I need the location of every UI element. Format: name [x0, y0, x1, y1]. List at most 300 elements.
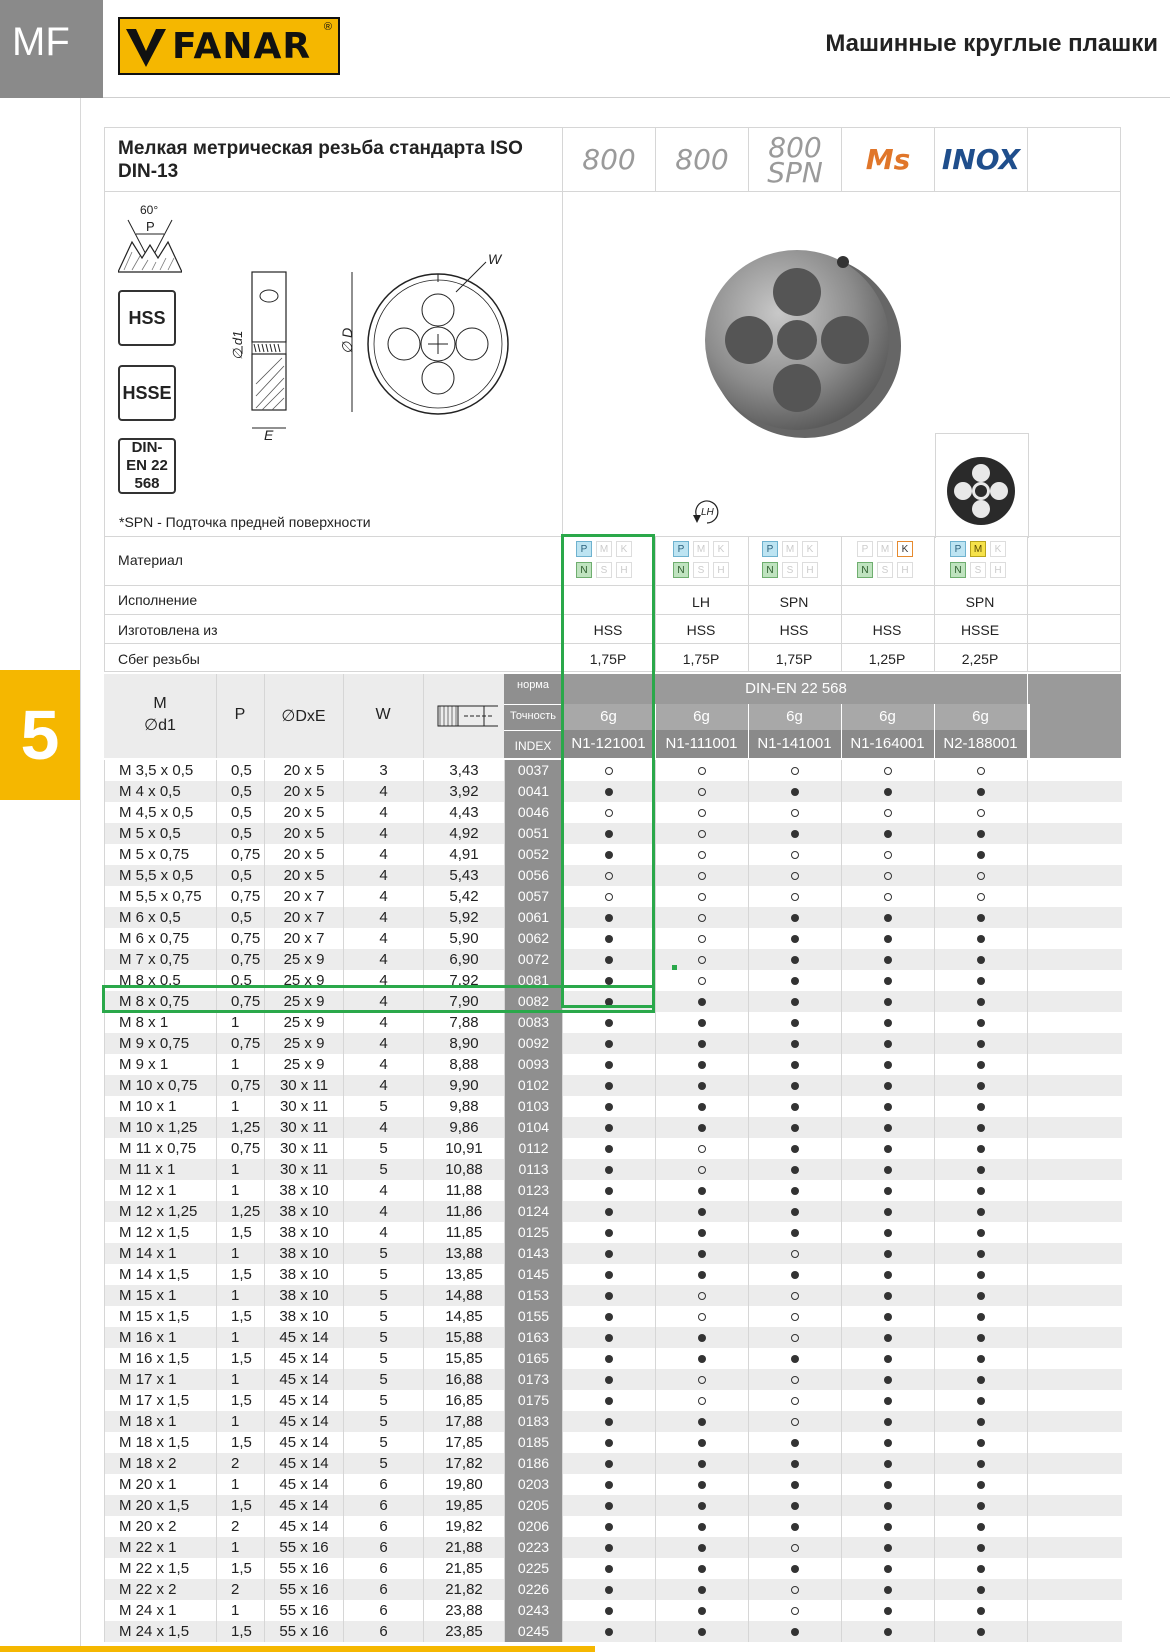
availability-cell [842, 1411, 935, 1432]
in-stock-dot [977, 1040, 985, 1048]
in-stock-dot [884, 1523, 892, 1531]
availability-cell [935, 1306, 1028, 1327]
pitch: 1,5 [217, 1348, 265, 1369]
availability-cell [749, 1348, 842, 1369]
table-row[interactable] [105, 1264, 1122, 1285]
availability-cell [656, 1285, 749, 1306]
table-row[interactable] [105, 1075, 1122, 1096]
thread-size: M 15 x 1,5 [105, 1306, 217, 1327]
availability-cell [749, 1117, 842, 1138]
availability-cell [656, 1180, 749, 1201]
pitch: 0,75 [217, 844, 265, 865]
selected-row-highlight [102, 985, 655, 1013]
in-stock-dot [791, 956, 799, 964]
pitch: 1,5 [217, 1432, 265, 1453]
pitch: 1,5 [217, 1222, 265, 1243]
in-stock-dot [977, 1292, 985, 1300]
availability-cell [656, 844, 749, 865]
width-w: 4 [344, 886, 424, 907]
width-w: 5 [344, 1432, 424, 1453]
availability-cell [842, 1390, 935, 1411]
thread-diameter: 17,88 [424, 1411, 505, 1432]
label-execution: Исполнение [118, 592, 198, 608]
tolerance-cell: 6g [748, 704, 841, 730]
empty-cell [1028, 1579, 1122, 1600]
availability-cell [842, 1117, 935, 1138]
availability-cell [656, 1432, 749, 1453]
in-stock-dot [698, 1040, 706, 1048]
availability-cell [935, 1453, 1028, 1474]
thread-size: M 14 x 1,5 [105, 1264, 217, 1285]
in-stock-dot [884, 1334, 892, 1342]
in-stock-dot [884, 1040, 892, 1048]
availability-cell [563, 1558, 656, 1579]
width-w: 5 [344, 1390, 424, 1411]
on-order-dot [884, 872, 892, 880]
index-code: 0052 [505, 844, 563, 865]
in-stock-dot [791, 1229, 799, 1237]
pitch: 1 [217, 1537, 265, 1558]
thread-diameter: 13,85 [424, 1264, 505, 1285]
empty-cell [1028, 1264, 1122, 1285]
availability-cell [656, 1306, 749, 1327]
in-stock-dot [605, 1250, 613, 1258]
availability-cell [749, 991, 842, 1012]
table-row[interactable] [105, 1117, 1122, 1138]
availability-cell [749, 949, 842, 970]
thread-size: M 8 x 0,75 [105, 991, 217, 1012]
empty-cell [1028, 1537, 1122, 1558]
dimensions: 45 x 14 [265, 1390, 344, 1411]
index-code: 0124 [505, 1201, 563, 1222]
table-row[interactable] [105, 1138, 1122, 1159]
availability-cell [656, 907, 749, 928]
availability-cell [935, 1432, 1028, 1453]
dimensions: 45 x 14 [265, 1495, 344, 1516]
in-stock-dot [884, 956, 892, 964]
thread-size: M 20 x 1 [105, 1474, 217, 1495]
table-row[interactable] [105, 1411, 1122, 1432]
in-stock-dot [698, 1082, 706, 1090]
width-w: 6 [344, 1474, 424, 1495]
table-row[interactable] [105, 1201, 1122, 1222]
availability-cell [935, 1012, 1028, 1033]
in-stock-dot [977, 1397, 985, 1405]
dimensions: 45 x 14 [265, 1327, 344, 1348]
material-p: P [576, 541, 592, 557]
availability-cell [935, 802, 1028, 823]
in-stock-dot [791, 1523, 799, 1531]
table-row[interactable] [105, 1537, 1122, 1558]
product-title: Мелкая метрическая резьба стандарта ISO DIN-13 [118, 138, 523, 182]
dimensions: 20 x 5 [265, 844, 344, 865]
empty-cell [1028, 1222, 1122, 1243]
empty-cell [1028, 844, 1122, 865]
in-stock-dot [977, 1250, 985, 1258]
availability-cell [842, 1558, 935, 1579]
thread-diameter: 21,85 [424, 1558, 505, 1579]
in-stock-dot [884, 998, 892, 1006]
table-row[interactable] [105, 1285, 1122, 1306]
in-stock-dot [884, 1397, 892, 1405]
in-stock-dot [977, 1523, 985, 1531]
article-index[interactable]: N2-188001 [934, 730, 1027, 758]
empty-cell [1028, 1390, 1122, 1411]
table-row[interactable] [105, 1222, 1122, 1243]
availability-cell [656, 1621, 749, 1642]
in-stock-dot [791, 1082, 799, 1090]
material-p: P [857, 541, 873, 557]
dimensions: 25 x 9 [265, 1054, 344, 1075]
availability-cell [935, 886, 1028, 907]
thread-diameter: 11,85 [424, 1222, 505, 1243]
availability-cell [935, 1033, 1028, 1054]
availability-cell [935, 1390, 1028, 1411]
index-code: 0061 [505, 907, 563, 928]
material-k: K [616, 541, 632, 557]
table-row[interactable] [105, 1579, 1122, 1600]
on-order-dot [977, 767, 985, 775]
material-m: M [877, 541, 893, 557]
on-order-dot [884, 893, 892, 901]
dimensions: 45 x 14 [265, 1474, 344, 1495]
in-stock-dot [791, 1166, 799, 1174]
pitch: 1,5 [217, 1264, 265, 1285]
index-code: 0082 [505, 991, 563, 1012]
thread-size: M 22 x 1,5 [105, 1558, 217, 1579]
in-stock-dot [791, 914, 799, 922]
table-row[interactable] [105, 1621, 1122, 1642]
section-code: MF [12, 20, 70, 64]
width-w: 5 [344, 1264, 424, 1285]
chapter-tab[interactable]: 5 [0, 670, 80, 800]
availability-cell [842, 1033, 935, 1054]
table-row[interactable] [105, 1474, 1122, 1495]
in-stock-dot [605, 1334, 613, 1342]
thread-diameter: 23,85 [424, 1621, 505, 1642]
pitch: 0,5 [217, 802, 265, 823]
pitch: 0,75 [217, 1075, 265, 1096]
availability-cell [842, 1096, 935, 1117]
brand-logo [118, 17, 340, 75]
material-n: N [857, 562, 873, 578]
dimensions: 20 x 5 [265, 781, 344, 802]
in-stock-dot [884, 1460, 892, 1468]
in-stock-dot [605, 1418, 613, 1426]
thread-size: M 10 x 0,75 [105, 1075, 217, 1096]
width-w: 4 [344, 865, 424, 886]
width-w: 5 [344, 1306, 424, 1327]
table-row[interactable] [105, 1432, 1122, 1453]
index-code: 0123 [505, 1180, 563, 1201]
in-stock-dot [884, 1229, 892, 1237]
in-stock-dot [884, 1586, 892, 1594]
table-row[interactable] [105, 1390, 1122, 1411]
in-stock-dot [791, 1439, 799, 1447]
table-row[interactable] [105, 1348, 1122, 1369]
in-stock-dot [791, 1145, 799, 1153]
table-row[interactable] [105, 1033, 1122, 1054]
availability-cell [656, 1243, 749, 1264]
thread-diameter: 5,92 [424, 907, 505, 928]
table-row[interactable] [105, 1495, 1122, 1516]
availability-cell [656, 886, 749, 907]
in-stock-dot [884, 1187, 892, 1195]
dimensions: 45 x 14 [265, 1432, 344, 1453]
in-stock-dot [605, 1166, 613, 1174]
thread-diameter: 15,85 [424, 1348, 505, 1369]
dim-e: E [264, 427, 274, 443]
thread-size: M 11 x 0,75 [105, 1138, 217, 1159]
availability-cell [656, 1075, 749, 1096]
availability-cell [656, 760, 749, 781]
thread-size: M 12 x 1,5 [105, 1222, 217, 1243]
availability-cell [749, 781, 842, 802]
in-stock-dot [977, 1418, 985, 1426]
width-w: 6 [344, 1558, 424, 1579]
empty-cell [1028, 1285, 1122, 1306]
brand-registered: ® [323, 21, 332, 33]
made-of-value: HSS [872, 622, 902, 638]
availability-cell [749, 1033, 842, 1054]
dimensions: 38 x 10 [265, 1243, 344, 1264]
thread-diameter: 8,90 [424, 1033, 505, 1054]
material-grid [762, 541, 814, 581]
width-w: 6 [344, 1495, 424, 1516]
material-k: K [713, 541, 729, 557]
empty-cell [1028, 1495, 1122, 1516]
table-row[interactable] [105, 1054, 1122, 1075]
article-index[interactable]: N1-164001 [841, 730, 934, 758]
index-code: 0173 [505, 1369, 563, 1390]
on-order-dot [791, 1313, 799, 1321]
on-order-dot [698, 1397, 706, 1405]
round-die-photo [697, 240, 907, 440]
dimensions: 30 x 11 [265, 1096, 344, 1117]
table-row[interactable] [105, 1327, 1122, 1348]
index-code: 0041 [505, 781, 563, 802]
table-row[interactable] [105, 1558, 1122, 1579]
article-index[interactable]: N1-121001 [562, 730, 655, 758]
pitch: 1 [217, 1600, 265, 1621]
in-stock-dot [884, 788, 892, 796]
availability-cell [935, 1411, 1028, 1432]
table-row[interactable] [105, 1180, 1122, 1201]
col-label: 800 [768, 130, 822, 164]
dimensions: 30 x 11 [265, 1159, 344, 1180]
thread-size: M 20 x 2 [105, 1516, 217, 1537]
thread-diameter: 3,43 [424, 760, 505, 781]
dimensions: 38 x 10 [265, 1306, 344, 1327]
material-p: P [673, 541, 689, 557]
table-row[interactable] [105, 1012, 1122, 1033]
in-stock-dot [977, 1628, 985, 1636]
availability-cell [656, 1348, 749, 1369]
index-code: 0092 [505, 1033, 563, 1054]
on-order-dot [698, 872, 706, 880]
article-index[interactable]: N1-111001 [655, 730, 748, 758]
availability-cell [656, 823, 749, 844]
thread-diameter: 4,92 [424, 823, 505, 844]
thread-diameter: 9,88 [424, 1096, 505, 1117]
availability-cell [749, 886, 842, 907]
dimensions: 55 x 16 [265, 1600, 344, 1621]
dimensions: 55 x 16 [265, 1579, 344, 1600]
empty-cell [1028, 1159, 1122, 1180]
material-n: N [762, 562, 778, 578]
index-code: 0245 [505, 1621, 563, 1642]
in-stock-dot [791, 788, 799, 796]
in-stock-dot [884, 1145, 892, 1153]
on-order-dot [698, 893, 706, 901]
in-stock-dot [977, 1355, 985, 1363]
availability-cell [656, 1516, 749, 1537]
availability-cell [656, 1201, 749, 1222]
empty-cell [1028, 865, 1122, 886]
availability-cell [656, 802, 749, 823]
in-stock-dot [977, 1481, 985, 1489]
availability-cell [656, 970, 749, 991]
availability-cell [842, 907, 935, 928]
availability-cell [842, 1432, 935, 1453]
empty-cell [1028, 1516, 1122, 1537]
pitch: 1,5 [217, 1390, 265, 1411]
on-order-dot [791, 1376, 799, 1384]
availability-cell [563, 1390, 656, 1411]
availability-cell [656, 991, 749, 1012]
thread-diameter: 19,82 [424, 1516, 505, 1537]
index-code: 0183 [505, 1411, 563, 1432]
material-p: P [762, 541, 778, 557]
material-s: S [877, 562, 893, 578]
dimensions: 20 x 5 [265, 802, 344, 823]
availability-cell [842, 1474, 935, 1495]
in-stock-dot [791, 830, 799, 838]
in-stock-dot [605, 1103, 613, 1111]
availability-cell [563, 1453, 656, 1474]
pitch: 1,5 [217, 1495, 265, 1516]
availability-cell [842, 1054, 935, 1075]
thread-diameter: 4,43 [424, 802, 505, 823]
width-w: 4 [344, 781, 424, 802]
in-stock-dot [884, 1439, 892, 1447]
empty-cell [1028, 907, 1122, 928]
in-stock-dot [977, 1607, 985, 1615]
empty-cell [1028, 1180, 1122, 1201]
table-row[interactable] [105, 1516, 1122, 1537]
in-stock-dot [605, 1502, 613, 1510]
table-row[interactable] [105, 1600, 1122, 1621]
index-code: 0223 [505, 1537, 563, 1558]
in-stock-dot [977, 1586, 985, 1594]
empty-cell [1028, 1432, 1122, 1453]
thread-diameter: 10,91 [424, 1138, 505, 1159]
thread-size: M 22 x 1 [105, 1537, 217, 1558]
availability-cell [749, 1516, 842, 1537]
in-stock-dot [698, 1250, 706, 1258]
on-order-dot [698, 851, 706, 859]
availability-cell [935, 1579, 1028, 1600]
pitch: 0,75 [217, 1033, 265, 1054]
table-row[interactable] [105, 1159, 1122, 1180]
material-m: M [596, 541, 612, 557]
on-order-dot [698, 1166, 706, 1174]
empty-cell [1028, 1474, 1122, 1495]
thread-diameter: 8,88 [424, 1054, 505, 1075]
in-stock-dot [698, 1628, 706, 1636]
in-stock-dot [605, 1061, 613, 1069]
in-stock-dot [884, 977, 892, 985]
spn-footnote: *SPN - Подточка предней поверхности [119, 514, 371, 530]
empty-cell [1028, 970, 1122, 991]
availability-cell [842, 991, 935, 1012]
thread-size: M 17 x 1,5 [105, 1390, 217, 1411]
availability-cell [749, 1432, 842, 1453]
availability-cell [935, 1600, 1028, 1621]
dimensions: 38 x 10 [265, 1201, 344, 1222]
thread-diameter: 21,82 [424, 1579, 505, 1600]
pitch: 2 [217, 1516, 265, 1537]
availability-cell [842, 865, 935, 886]
table-row[interactable] [105, 1243, 1122, 1264]
in-stock-dot [977, 1229, 985, 1237]
th-d1: ∅d1 [144, 717, 176, 734]
availability-cell [935, 1180, 1028, 1201]
made-of-value: HSS [779, 622, 809, 638]
in-stock-dot [698, 1544, 706, 1552]
thread-size: M 12 x 1 [105, 1180, 217, 1201]
availability-cell [935, 1117, 1028, 1138]
table-row[interactable] [105, 1306, 1122, 1327]
index-code: 0102 [505, 1075, 563, 1096]
availability-cell [935, 970, 1028, 991]
availability-cell [842, 928, 935, 949]
availability-cell [749, 970, 842, 991]
table-row[interactable] [105, 1453, 1122, 1474]
availability-cell [749, 1285, 842, 1306]
availability-cell [935, 1138, 1028, 1159]
in-stock-dot [791, 1460, 799, 1468]
article-index[interactable]: N1-141001 [748, 730, 841, 758]
on-order-dot [791, 1292, 799, 1300]
table-row[interactable] [105, 1096, 1122, 1117]
bottom-accent-bar [0, 1646, 595, 1652]
in-stock-dot [698, 1565, 706, 1573]
empty-cell [1028, 781, 1122, 802]
thread-size: M 18 x 2 [105, 1453, 217, 1474]
empty-cell [1028, 886, 1122, 907]
on-order-dot [791, 872, 799, 880]
in-stock-dot [605, 1082, 613, 1090]
availability-cell [842, 1180, 935, 1201]
in-stock-dot [605, 1145, 613, 1153]
availability-cell [749, 1054, 842, 1075]
thread-size: M 6 x 0,5 [105, 907, 217, 928]
width-w: 5 [344, 1327, 424, 1348]
availability-cell [749, 1537, 842, 1558]
material-s: S [693, 562, 709, 578]
width-w: 6 [344, 1621, 424, 1642]
dimensions: 20 x 5 [265, 760, 344, 781]
table-row[interactable] [105, 1369, 1122, 1390]
in-stock-dot [698, 1586, 706, 1594]
index-code: 0145 [505, 1264, 563, 1285]
index-code: 0175 [505, 1390, 563, 1411]
dimensions: 45 x 14 [265, 1369, 344, 1390]
in-stock-dot [884, 935, 892, 943]
logo-v-icon [124, 21, 168, 71]
availability-cell [749, 1180, 842, 1201]
